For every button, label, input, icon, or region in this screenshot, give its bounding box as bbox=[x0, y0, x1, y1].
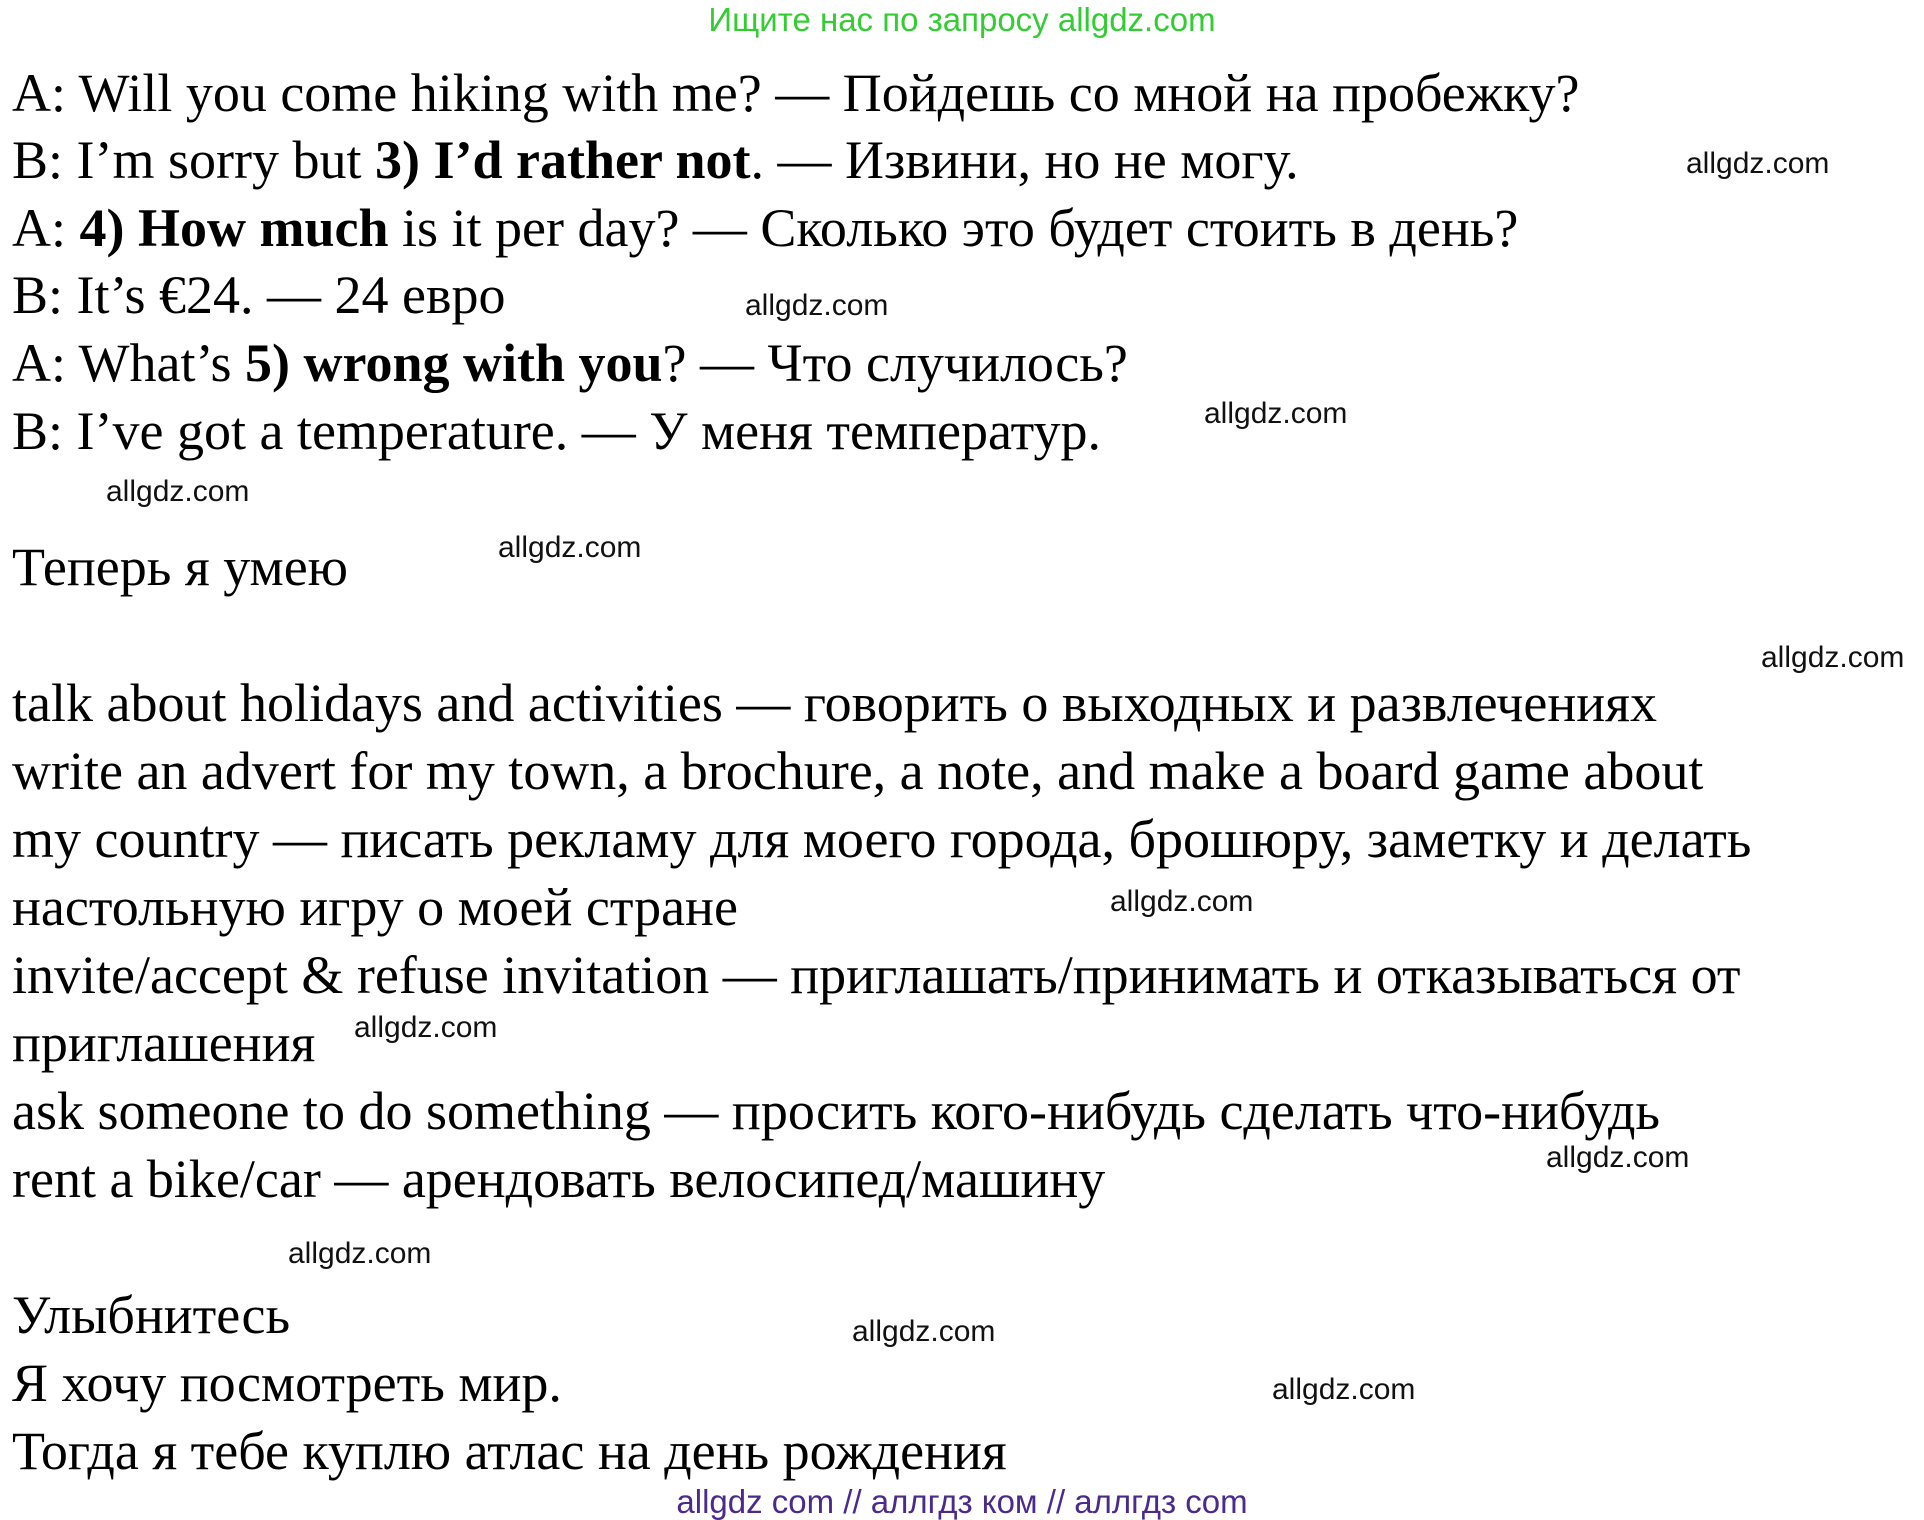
line-bold: 3) I’d rather not bbox=[374, 130, 751, 190]
skill-line: my country — писать рекламу для моего города, брошюру, заметку и делать bbox=[12, 809, 1752, 869]
line-text: It’s €24. — 24 евро bbox=[63, 265, 506, 325]
watermark: allgdz.com bbox=[354, 1011, 498, 1044]
footer-banner: allgdz com // аллгдз ком // аллгдз com bbox=[676, 1483, 1248, 1520]
dialogue-line-1 bbox=[12, 60, 1579, 127]
watermark: allgdz.com bbox=[106, 475, 250, 508]
line-bold: 4) How much bbox=[79, 198, 389, 258]
speaker: B: bbox=[12, 401, 64, 461]
section-heading-now: Теперь я умею bbox=[12, 537, 348, 597]
line-text: I’ve got a temperature. — У меня температур. bbox=[63, 401, 1101, 461]
line-text: What’s bbox=[66, 333, 245, 393]
skill-line: write an advert for my town, a brochure, a note, and make a board game about bbox=[12, 741, 1704, 801]
watermark: allgdz.com bbox=[1761, 641, 1905, 674]
line-text-post: is it per day? — Сколько это будет стоить в день? bbox=[388, 198, 1519, 258]
watermark: allgdz.com bbox=[1686, 147, 1830, 180]
dialogue-line-2 bbox=[12, 127, 1299, 194]
joke-line: Я хочу посмотреть мир. bbox=[12, 1353, 562, 1413]
line-bold: 5) wrong with you bbox=[244, 333, 663, 393]
skill-line: приглашения bbox=[12, 1013, 316, 1073]
dialogue-line-4 bbox=[12, 262, 506, 329]
watermark: allgdz.com bbox=[1110, 885, 1254, 918]
speaker: A: bbox=[12, 333, 66, 393]
speaker: A: bbox=[12, 198, 66, 258]
line-text-post: ? — Что случилось? bbox=[662, 333, 1128, 393]
watermark: allgdz.com bbox=[288, 1237, 432, 1270]
skill-line: ask someone to do something — просить кого-нибудь сделать что-нибудь bbox=[12, 1081, 1661, 1141]
skill-line: invite/accept & refuse invitation — приглашать/принимать и отказываться от bbox=[12, 945, 1741, 1005]
section-heading-smile: Улыбнитесь bbox=[12, 1285, 291, 1345]
line-text-post: . — Извини, но не могу. bbox=[750, 130, 1299, 190]
line-text bbox=[66, 198, 80, 258]
dialogue-line-3 bbox=[12, 195, 1518, 262]
watermark: allgdz.com bbox=[745, 289, 889, 322]
dialogue-line-5 bbox=[12, 330, 1128, 397]
speaker: B: bbox=[12, 130, 64, 190]
line-text: Will you come hiking with me? — Пойдешь со мной на пробежку? bbox=[66, 63, 1580, 123]
speaker: B: bbox=[12, 265, 64, 325]
line-text: I’m sorry but bbox=[63, 130, 375, 190]
watermark: allgdz.com bbox=[1546, 1141, 1690, 1174]
skill-line: talk about holidays and activities — говорить о выходных и развлечениях bbox=[12, 673, 1658, 733]
watermark: allgdz.com bbox=[498, 531, 642, 564]
watermark: allgdz.com bbox=[1272, 1373, 1416, 1406]
skill-line: rent a bike/car — арендовать велосипед/машину bbox=[12, 1149, 1106, 1209]
watermark: allgdz.com bbox=[1204, 397, 1348, 430]
joke-line: Тогда я тебе куплю атлас на день рождения bbox=[12, 1421, 1007, 1481]
skill-line: настольную игру о моей стране bbox=[12, 877, 738, 937]
watermark: allgdz.com bbox=[852, 1315, 996, 1348]
speaker: A: bbox=[12, 63, 66, 123]
dialogue-line-6 bbox=[12, 398, 1101, 465]
header-banner: Ищите нас по запросу allgdz.com bbox=[708, 1, 1216, 38]
